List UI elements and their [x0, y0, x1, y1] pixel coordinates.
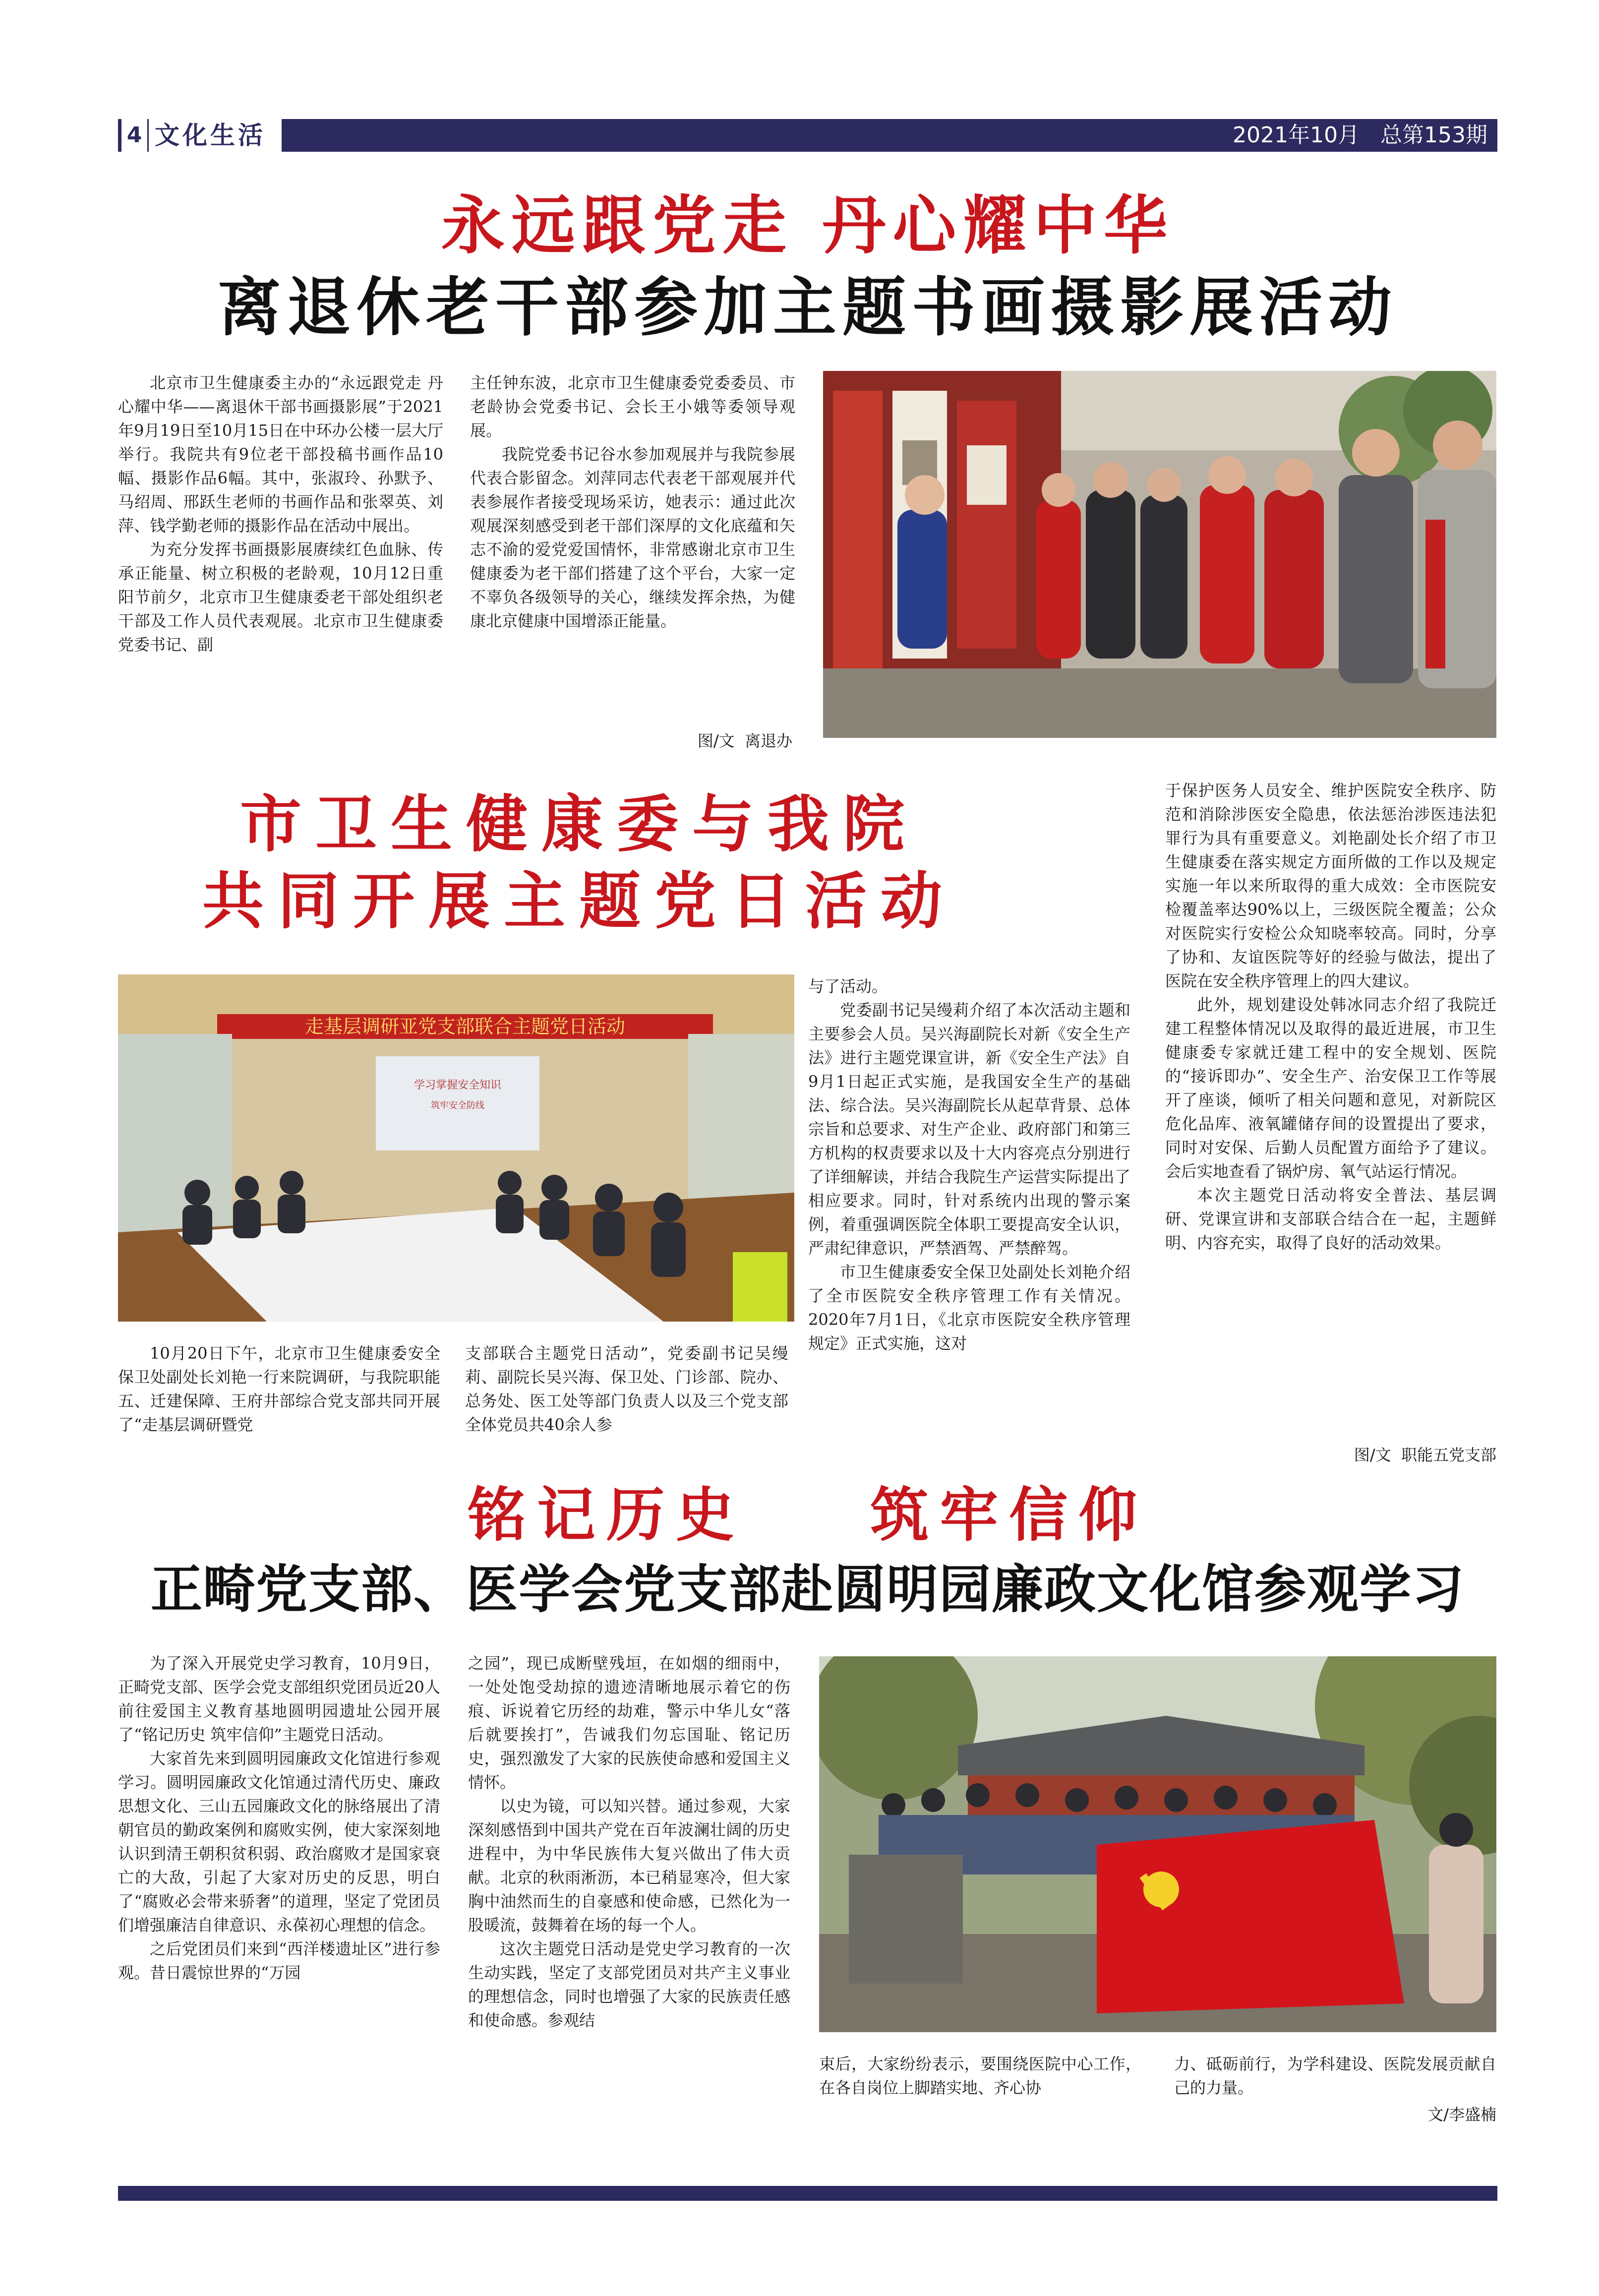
section-label: 文化生活	[155, 121, 266, 150]
meeting-photo-image	[118, 974, 794, 1322]
paragraph: 与了活动。	[808, 977, 888, 996]
screen-text-line1: 学习掌握安全知识	[414, 1079, 502, 1091]
article2-left-column-2	[465, 1341, 788, 1441]
article1-title-black: 离退休老干部参加主题书画摄影展活动	[217, 270, 1398, 345]
article2-title-line1: 市卫生健康委与我院	[239, 788, 918, 860]
exhibition-photo	[823, 371, 1496, 738]
article1-column-2	[470, 371, 795, 728]
paragraph: 市卫生健康委安全保卫处副处长刘艳介绍了全市医院安全秩序管理工作有关情况。2020年7月1日，《北京市医院安全秩序管理规定》正式实施，这对	[808, 1263, 1130, 1353]
article2-middle-column	[808, 974, 1130, 1441]
group-photo-image	[819, 1656, 1496, 2032]
article2-left-column-1	[118, 1341, 440, 1441]
article3-title-red: 铭记历史 筑牢信仰	[467, 1480, 1148, 1549]
paragraph: 本次主题党日活动将安全普法、基层调研、党课宣讲和支部联合结合在一起，主题鲜明、内容充实，取得了良好的活动效果。	[1165, 1186, 1496, 1252]
article3-column-2	[468, 1651, 790, 2172]
paragraph: 以史为镜，可以知兴替。通过参观，大家深刻感悟到中国共产党在百年波澜壮阔的历史进程中，为中华民族伟大复兴做出了伟大贡献。北京的秋雨淅沥，本已稍显寒冷，但大家胸中油然而生的自豪感和使命感，已然化为一股暖流，鼓舞着在场的每一个人。	[468, 1797, 790, 1934]
paragraph: 党委副书记吴缦莉介绍了本次活动主题和主要参会人员。吴兴海副院长对新《安全生产法》进行主题党课宣讲，新《安全生产法》自9月1日起正式实施，是我国安全生产的基础法、综合法。吴兴海副院长从起草背景、总体宗旨和总要求、对生产企业、政府部门和第三方机构的权责要求以及十大内容亮点分别进行了详细解读，并结合我院生产运营实际提出了相应要求。同时，针对系统内出现的警示案例，着重强调医院全体职工要提高安全认识，严肃纪律意识，严禁酒驾、严禁醉驾。	[808, 1001, 1130, 1258]
article2-title-line2: 共同开展主题党日活动	[202, 865, 956, 937]
paragraph: 大家首先来到圆明园廉政文化馆进行参观学习。圆明园廉政文化馆通过清代历史、廉政思想文化、三山五园廉政文化的脉络展出了清朝官员的勤政案例和腐败实例，使大家深刻地认识到清王朝积贫积弱、政治腐败才是国家衰亡的大敌，引起了大家对历史的反思，明白了“腐败必会带来骄奢”的道理，坚定了党团员们增强廉洁自律意识、永葆初心理想的信念。	[118, 1749, 440, 1934]
paragraph: 这次主题党日活动是党史学习教育的一次生动实践，坚定了支部党团员对共产主义事业的理想信念，同时也增强了大家的民族责任感和使命感。参观结	[468, 1939, 790, 2030]
article3-column-1	[118, 1651, 440, 2172]
article3-title-black: 正畸党支部、医学会党支部赴圆明园廉政文化馆参观学习	[150, 1559, 1465, 1620]
article1-column-1	[118, 371, 443, 757]
article3-column-4	[1174, 2052, 1496, 2102]
paragraph: 我院党委书记谷水参加观展并与我院参展代表合影留念。刘萍同志代表老干部观展并代表参展作者接受现场采访，她表示：通过此次观展深刻感受到老干部们深厚的文化底蕴和矢志不渝的爱党爱国情怀，非常感谢北京市卫生健康委为老干部们搭建了这个平台，大家一定不辜负各级领导的关心，继续发挥余热，为健康北京健康中国增添正能量。	[470, 445, 795, 630]
paragraph: 为了深入开展党史学习教育，10月9日，正畸党支部、医学会党支部组织党团员近20人前往爱国主义教育基地圆明园遗址公园开展了“铭记历史 筑牢信仰”主题党日活动。	[118, 1654, 440, 1744]
paragraph: 北京市卫生健康委主办的“永远跟党走 丹心耀中华——离退休干部书画摄影展”于2021年9月19日至10月15日在中环办公楼一层大厅举行。我院共有9位老干部投稿书画作品10幅、摄影作品6幅。其中，张淑玲、孙默予、马绍周、邢跃生老师的书画作品和张翠英、刘萍、钱学勤老师的摄影作品在活动中展出。	[118, 373, 443, 535]
article1-title-red: 永远跟党走 丹心耀中华	[441, 188, 1175, 263]
paragraph: 力、砥砺前行，为学科建设、医院发展贡献自己的力量。	[1174, 2054, 1496, 2097]
paragraph: 为充分发挥书画摄影展赓续红色血脉、传承正能量、树立积极的老龄观，10月12日重阳节前夕，北京市卫生健康委老干部处组织老干部及工作人员代表观展。北京市卫生健康委党委书记、副	[118, 540, 443, 654]
group-photo	[819, 1656, 1496, 2032]
paragraph: 此外，规划建设处韩冰同志介绍了我院迁建工程整体情况以及取得的最近进展，市卫生健康委专家就迁建工程中的安全规划、医院的“接诉即办”、安全生产、治安保卫工作等展开了座谈，倾听了相关问题和意见，对新院区危化品库、液氧罐储存间的设置提出了要求，同时对安保、后勤人员配置方面给予了建议。会后实地查看了锅炉房、氧气站运行情况。	[1165, 995, 1496, 1181]
paragraph: 支部联合主题党日活动”，党委副书记吴缦莉、副院长吴兴海、保卫处、门诊部、院办、总务处、医工处等部门负责人以及三个党支部全体党员共40余人参	[465, 1344, 788, 1434]
paragraph: 10月20日下午，北京市卫生健康委安全保卫处副处长刘艳一行来院调研，与我院职能五、迁建保障、王府井部综合党支部共同开展了“走基层调研暨党	[118, 1344, 440, 1434]
exhibition-photo-image	[823, 371, 1496, 738]
paragraph: 主任钟东波，北京市卫生健康委党委委员、市老龄协会党委书记、会长王小娥等委领导观展。	[470, 373, 795, 440]
photo-banner-text: 走基层调研亚党支部联合主题党日活动	[304, 1016, 626, 1037]
article2-right-column	[1165, 779, 1496, 1441]
screen-text-line2: 筑牢安全防线	[431, 1100, 484, 1111]
meeting-photo	[118, 974, 794, 1322]
date-issue: 2021年10月 总第153期	[1233, 122, 1487, 148]
paragraph: 于保护医务人员安全、维护医院安全秩序、防范和消除涉医安全隐患，依法惩治涉医违法犯罪行为具有重要意义。刘艳副处长介绍了市卫生健康委在落实规定方面所做的工作以及规定实施一年以来所取得的重大成效：全市医院安检覆盖率达90%以上，三级医院全覆盖；公众对医院实行安检公众知晓率较高。同时，分享了协和、友谊医院等好的经验与做法，提出了医院在安全秩序管理上的四大建议。	[1165, 781, 1496, 990]
footer-bar	[118, 2186, 1497, 2201]
paragraph: 之园”，现已成断壁残垣，在如烟的细雨中，一处处饱受劫掠的遗迹清晰地展示着它的伤痕、诉说着它历经的劫难，警示中华儿女“落后就要挨打”，告诫我们勿忘国耻、铭记历史，强烈激发了大家的民族使命感和爱国主义情怀。	[468, 1654, 790, 1792]
article3-credit: 文/李盛楠	[1427, 2105, 1496, 2124]
page-number: 4	[121, 119, 147, 152]
article1-credit: 图/文 离退办	[697, 731, 792, 750]
paragraph: 束后，大家纷纷表示，要围绕医院中心工作，在各自岗位上脚踏实地、齐心协	[819, 2054, 1141, 2097]
article2-credit: 图/文 职能五党支部	[1354, 1446, 1496, 1464]
paragraph: 之后党团员们来到“西洋楼遗址区”进行参观。昔日震惊世界的“万园	[118, 1939, 440, 1982]
article3-column-3	[819, 2052, 1141, 2102]
